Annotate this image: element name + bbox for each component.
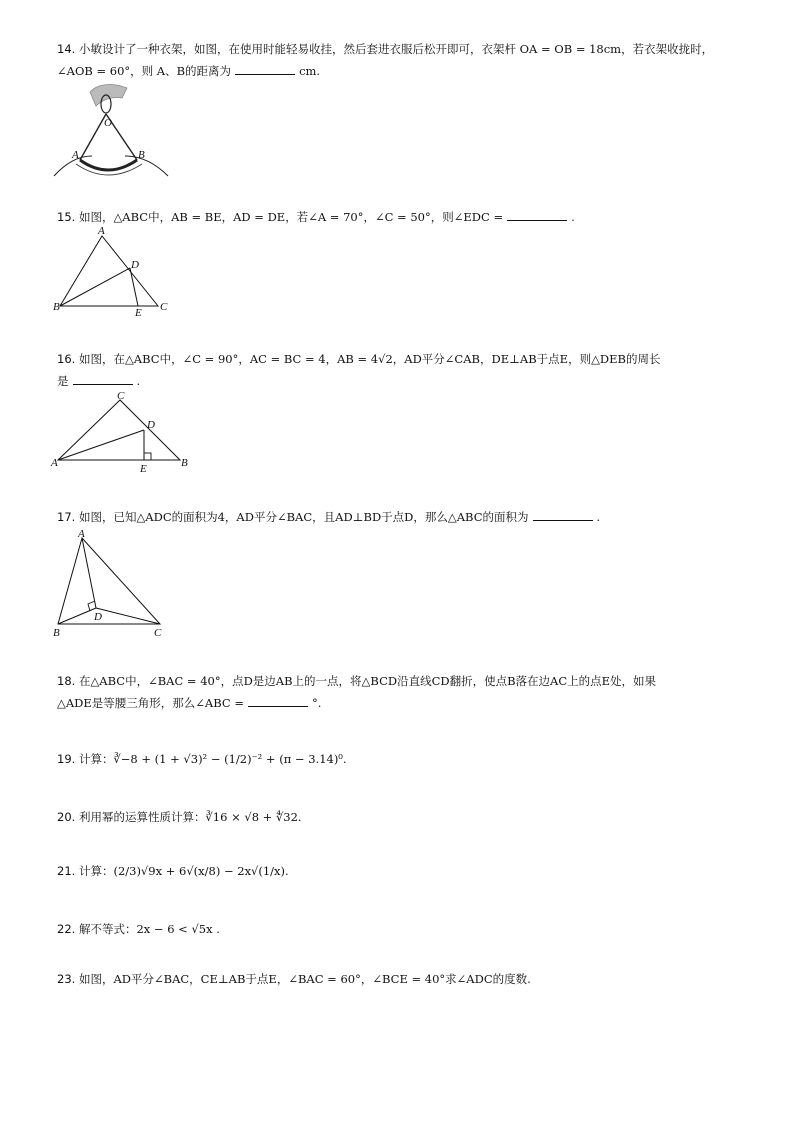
question-text: 如图，AD平分∠BAC，CE⊥AB于点E，∠BAC = 60°，∠BCE = 40°求∠ADC的度数. (78, 972, 531, 986)
question-line (57, 670, 754, 692)
question-14 (57, 38, 754, 82)
label-b: B (53, 627, 60, 639)
question-line (57, 60, 754, 82)
question-line (57, 370, 754, 392)
triangle-abc (58, 400, 180, 460)
segment-bd (58, 608, 96, 624)
segment-de (130, 268, 138, 306)
question-23 (57, 968, 754, 990)
answer-blank (235, 62, 295, 75)
question-line (57, 506, 754, 528)
segment-dc (96, 608, 160, 624)
question-number: 21. (57, 864, 76, 878)
hanger-bar (80, 160, 137, 170)
question-22 (57, 918, 754, 940)
triangle-figure-16 (50, 390, 195, 474)
answer-blank (248, 694, 308, 707)
question-number: 17. (57, 510, 76, 524)
triangle-figure-15 (50, 224, 180, 320)
question-17 (57, 506, 754, 528)
label-a: A (51, 457, 58, 469)
label-e: E (140, 463, 147, 474)
question-text: 如图，在△ABC中，∠C = 90°，AC = BC = 4，AB = 4√2，AD平分∠CAB，DE⊥AB于点E，则△DEB的周长 (78, 352, 661, 366)
question-number: 18. (57, 674, 76, 688)
question-number: 14. (57, 42, 76, 56)
question-text: △ADE是等腰三角形，那么∠ABC = (57, 696, 244, 710)
question-text: ∠AOB = 60°，则 A、B的距离为 (57, 64, 232, 78)
label-c: C (154, 627, 162, 639)
hanger-figure (52, 84, 172, 180)
label-b: B (138, 149, 145, 161)
segment-bd (60, 268, 130, 306)
question-text: 解不等式：2x − 6 < √5x . (78, 922, 220, 936)
question-number: 15. (57, 210, 76, 224)
question-number: 22. (57, 922, 76, 936)
question-text: 小敏设计了一种衣架，如图，在使用时能轻易收挂，然后套进衣服后松开即可，衣架杆 OA = OB = 18cm，若衣架收拢时， (78, 42, 714, 56)
right-angle-mark (144, 453, 151, 460)
answer-blank (507, 208, 567, 221)
question-text: 利用幂的运算性质计算：∛16 × √8 + ∜32. (78, 810, 302, 824)
question-tail: cm. (299, 64, 321, 78)
label-c: C (117, 390, 125, 402)
label-c: C (160, 301, 168, 313)
question-18 (57, 670, 754, 714)
question-number: 23. (57, 972, 76, 986)
label-d: D (94, 611, 102, 623)
segment-ad (82, 538, 96, 608)
label-a: A (98, 225, 105, 237)
segment-ad (58, 430, 144, 460)
question-text: 如图，△ABC中，AB = BE，AD = DE，若∠A = 70°，∠C = 50°，则∠EDC = (78, 210, 504, 224)
question-text: 如图，已知△ADC的面积为4，AD平分∠BAC，且AD⊥BD于点D，那么△ABC的面积为 (78, 510, 529, 524)
question-tail: . (136, 374, 141, 388)
question-number: 16. (57, 352, 76, 366)
question-text: 在△ABC中，∠BAC = 40°，点D是边AB上的一点，将△BCD沿直线CD翻折，使点B落在边AC上的点E处，如果 (78, 674, 657, 688)
label-b: B (53, 301, 60, 313)
label-o: O (104, 117, 112, 129)
question-20 (57, 806, 754, 828)
triangle-figure-17 (50, 528, 175, 640)
question-text: 是 (57, 374, 69, 388)
label-a: A (78, 528, 85, 540)
question-line (57, 38, 754, 60)
answer-blank (533, 508, 593, 521)
hand-shape (90, 85, 127, 106)
label-d: D (131, 259, 139, 271)
question-19 (57, 748, 754, 770)
question-text: 计算：∛−8 + (1 + √3)² − (1/2)⁻² + (π − 3.14)⁰. (78, 752, 347, 766)
question-tail: °. (311, 696, 322, 710)
question-tail: . (596, 510, 601, 524)
rod-oa (80, 114, 106, 160)
triangle-abc (60, 236, 158, 306)
question-21 (57, 860, 754, 882)
question-line (57, 348, 754, 370)
answer-blank (73, 372, 133, 385)
label-b: B (181, 457, 188, 469)
question-line (57, 692, 754, 714)
question-16 (57, 348, 754, 392)
question-text: 计算：(2/3)√9x + 6√(x/8) − 2x√(1/x). (78, 864, 289, 878)
label-d: D (147, 419, 155, 431)
garment-right (125, 156, 168, 176)
label-a: A (72, 149, 79, 161)
question-number: 20. (57, 810, 76, 824)
question-number: 19. (57, 752, 76, 766)
label-e: E (135, 307, 142, 319)
question-tail: . (571, 210, 575, 224)
